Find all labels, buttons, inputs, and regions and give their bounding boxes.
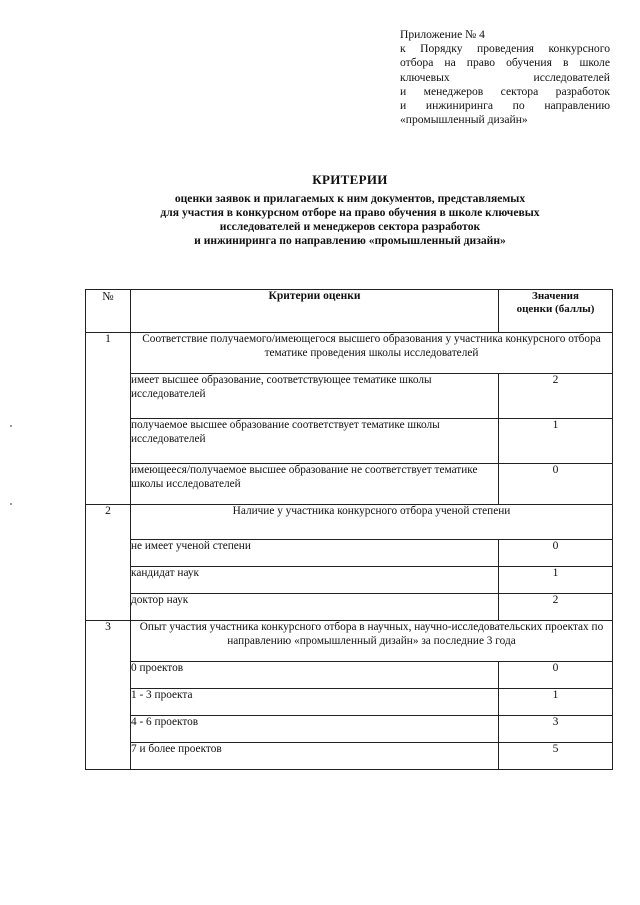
table-row bbox=[86, 540, 613, 567]
criterion-text: имеющееся/получаемое высшее образование не соответствует тематике школы исследователей bbox=[131, 464, 499, 505]
criterion-text: не имеет ученой степени bbox=[131, 540, 499, 567]
appendix-line: Приложение № 4 bbox=[400, 28, 485, 41]
table-row bbox=[86, 374, 613, 419]
criterion-text: 4 - 6 проектов bbox=[131, 716, 499, 743]
section-number: 2 bbox=[86, 505, 131, 621]
section-title-row bbox=[86, 333, 613, 374]
title-main: КРИТЕРИИ bbox=[312, 172, 388, 187]
criteria-table bbox=[85, 289, 613, 770]
appendix-line: отбора на право обучения в школе bbox=[400, 56, 610, 70]
criterion-value: 2 bbox=[499, 594, 613, 621]
table-header-row bbox=[86, 290, 613, 333]
appendix-line: «промышленный дизайн» bbox=[400, 113, 528, 127]
criterion-value: 0 bbox=[499, 662, 613, 689]
table-row bbox=[86, 689, 613, 716]
criterion-text: имеет высшее образование, соответствующее тематике школы исследователей bbox=[131, 374, 499, 419]
table-row bbox=[86, 594, 613, 621]
header-num: № bbox=[86, 290, 131, 333]
scan-speck bbox=[10, 503, 12, 505]
criterion-text: кандидат наук bbox=[131, 567, 499, 594]
header-value-line: оценки (баллы) bbox=[516, 303, 595, 315]
appendix-header bbox=[400, 28, 610, 127]
criterion-value: 5 bbox=[499, 743, 613, 770]
criterion-text: 1 - 3 проекта bbox=[131, 689, 499, 716]
document-title bbox=[110, 172, 590, 248]
criterion-text: получаемое высшее образование соответствует тематике школы исследователей bbox=[131, 419, 499, 464]
section-title-row bbox=[86, 505, 613, 540]
table-row bbox=[86, 716, 613, 743]
table-row bbox=[86, 419, 613, 464]
table-row bbox=[86, 464, 613, 505]
criterion-value: 3 bbox=[499, 716, 613, 743]
header-value-line: Значения bbox=[532, 290, 579, 302]
section-number: 1 bbox=[86, 333, 131, 505]
title-subline: исследователей и менеджеров сектора разработок bbox=[219, 220, 481, 233]
table-row bbox=[86, 567, 613, 594]
table-row bbox=[86, 662, 613, 689]
title-subline: оценки заявок и прилагаемых к ним документов, представляемых bbox=[174, 192, 526, 205]
section-title: Соответствие получаемого/имеющегося высшего образования у участника конкурсного отбора тематике проведения школы исследователей bbox=[131, 333, 613, 374]
table-row bbox=[86, 743, 613, 770]
section-title-row bbox=[86, 621, 613, 662]
criterion-text: доктор наук bbox=[131, 594, 499, 621]
section-number: 3 bbox=[86, 621, 131, 770]
criterion-text: 0 проектов bbox=[131, 662, 499, 689]
header-value bbox=[499, 290, 613, 333]
criterion-value: 1 bbox=[499, 689, 613, 716]
title-subline: и инжиниринга по направлению «промышленный дизайн» bbox=[194, 234, 506, 247]
appendix-line: и менеджеров сектора разработок bbox=[400, 84, 610, 98]
scan-speck bbox=[10, 425, 12, 427]
section-title: Наличие у участника конкурсного отбора ученой степени bbox=[131, 505, 613, 540]
criterion-value: 1 bbox=[499, 419, 613, 464]
header-criteria: Критерии оценки bbox=[131, 290, 499, 333]
appendix-line: к Порядку проведения конкурсного bbox=[400, 42, 610, 56]
criterion-value: 1 bbox=[499, 567, 613, 594]
criterion-value: 2 bbox=[499, 374, 613, 419]
title-subline: для участия в конкурсном отборе на право обучения в школе ключевых bbox=[160, 206, 540, 219]
section-title: Опыт участия участника конкурсного отбора в научных, научно-исследовательских проектах по направлению «промышленный дизайн» за последние 3 года bbox=[131, 621, 613, 662]
appendix-line: ключевых исследователей bbox=[400, 70, 610, 84]
criterion-text: 7 и более проектов bbox=[131, 743, 499, 770]
appendix-line: и инжиниринга по направлению bbox=[400, 99, 610, 113]
criterion-value: 0 bbox=[499, 464, 613, 505]
criterion-value: 0 bbox=[499, 540, 613, 567]
